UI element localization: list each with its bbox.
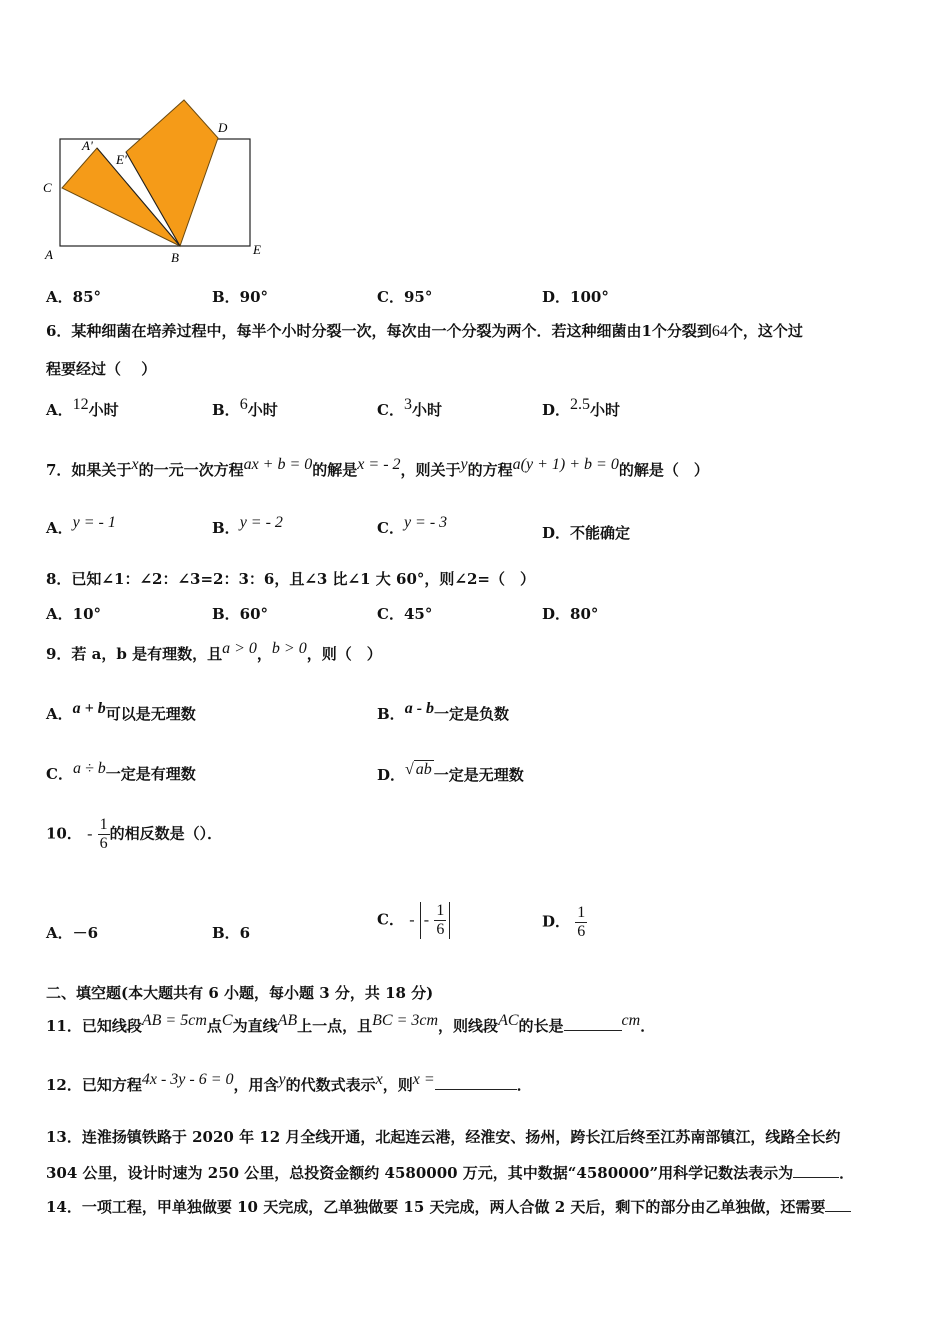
- sqrt-radicand: ab: [415, 761, 432, 778]
- option-value: 12: [72, 396, 89, 413]
- q10-label: 10．: [46, 824, 82, 843]
- denominator: 6: [436, 921, 445, 938]
- q7-option-b[interactable]: [212, 514, 283, 538]
- q6-stem-cont: 程要经过（ ）: [46, 360, 157, 378]
- q8-option-d[interactable]: D．80°: [542, 605, 599, 623]
- q12-lhs: x =: [412, 1071, 435, 1088]
- option-label: C．: [377, 910, 404, 929]
- q9-stem: [46, 640, 382, 664]
- q12-text: ，则: [382, 1076, 413, 1094]
- q10-text: 的相反数是（）．: [109, 824, 223, 843]
- q7-text: 的解是（ ）: [618, 461, 709, 479]
- q7-equation-1: ax + b = 0: [243, 456, 313, 473]
- q7-text: 的一元一次方程: [138, 461, 244, 479]
- option-unit: 小时: [590, 401, 621, 419]
- option-text: 一定是无理数: [433, 766, 524, 784]
- q14-line-1: [46, 1196, 851, 1217]
- q7-text: 7．如果关于: [46, 461, 132, 479]
- option-label: A．: [46, 401, 73, 419]
- q12-text: ．: [516, 1076, 532, 1094]
- q8-stem: 8．已知∠1：∠2：∠3=2：3：6，且∠3 比∠1 大 60°，则∠2=（ ）: [46, 570, 535, 588]
- q12-text: 的代数式表示: [285, 1076, 376, 1094]
- label-a-prime: A': [82, 138, 93, 153]
- q11-text: 上一点，且: [297, 1017, 373, 1035]
- q12-stem: [46, 1071, 532, 1095]
- q11-line-ab: AB: [277, 1012, 298, 1029]
- label-e: E: [253, 242, 261, 257]
- q5-option-a[interactable]: A．85°: [46, 288, 102, 306]
- q9-text: ，则（ ）: [306, 645, 382, 663]
- q7-option-a[interactable]: [46, 514, 116, 538]
- q6-count: 64: [711, 323, 728, 340]
- numerator: 1: [436, 902, 445, 919]
- option-expression: a - b: [404, 700, 435, 717]
- q13-line-2: [46, 1162, 854, 1183]
- section-2-title: 二、填空题(本大题共有 6 小题，每小题 3 分，共 18 分): [46, 984, 434, 1002]
- label-c: C: [43, 180, 52, 195]
- q10-option-d[interactable]: [542, 904, 587, 941]
- negative-sign: -: [409, 911, 415, 929]
- q6-option-a[interactable]: [46, 396, 119, 420]
- negative-sign: -: [423, 911, 430, 929]
- q6-stem: [46, 320, 803, 341]
- q10-option-a[interactable]: A．－6: [46, 924, 99, 942]
- q11-answer-blank[interactable]: [564, 1030, 622, 1031]
- q7-text: 的解是: [312, 461, 358, 479]
- option-label: A．: [46, 519, 73, 537]
- q6-text-1: 6．某种细菌在培养过程中，每半个小时分裂一次，每次由一个分裂为两个．若这种细菌由1个分裂到: [46, 322, 712, 340]
- option-text: 可以是无理数: [105, 705, 196, 723]
- q11-expr-ab: AB = 5cm: [141, 1012, 207, 1029]
- q11-segment-ac: AC: [498, 1012, 519, 1029]
- q10-negative-sign: -: [87, 825, 93, 843]
- absolute-value: [420, 902, 451, 939]
- label-e-prime: E': [116, 152, 127, 167]
- q11-text: ，则线段: [438, 1017, 499, 1035]
- q9-option-c[interactable]: [46, 760, 196, 784]
- q6-option-b[interactable]: [212, 396, 278, 420]
- q7-stem: [46, 456, 709, 480]
- q5-option-c[interactable]: C．95°: [377, 288, 433, 306]
- q7-solution: x = - 2: [357, 456, 401, 473]
- q9-text: 9．若 a，b 是有理数，且: [46, 645, 223, 663]
- option-expression: a + b: [72, 700, 106, 717]
- q11-stem: [46, 1012, 655, 1036]
- numerator: 1: [577, 904, 586, 921]
- q13-text: ．: [839, 1164, 855, 1182]
- option-label: D．: [377, 766, 406, 784]
- q11-text: 的长是: [518, 1017, 564, 1035]
- label-b: B: [171, 250, 179, 265]
- q6-option-d[interactable]: [542, 396, 620, 420]
- q11-point-c: C: [221, 1012, 233, 1029]
- q12-equation: 4x - 3y - 6 = 0: [141, 1071, 234, 1088]
- q8-option-b[interactable]: B．60°: [212, 605, 269, 623]
- q10-fraction: [98, 816, 110, 853]
- q13-line-1: 13．连淮扬镇铁路于 2020 年 12 月全线开通，北起连云港，经淮安、扬州，跨长江后终至江苏南部镇江，线路全长约: [46, 1128, 841, 1146]
- option-label: C．: [377, 519, 404, 537]
- q12-var-y: y: [278, 1071, 286, 1088]
- q7-option-d[interactable]: D．不能确定: [542, 524, 631, 542]
- option-value: y = - 1: [72, 514, 116, 531]
- option-value: 2.5: [570, 396, 591, 413]
- q5-option-b[interactable]: B．90°: [212, 288, 269, 306]
- option-expression: √ ab: [405, 761, 432, 778]
- q11-unit: cm: [621, 1012, 641, 1029]
- q7-option-c[interactable]: [377, 514, 447, 538]
- q11-text: 11．已知线段: [46, 1017, 142, 1035]
- q12-text: ，用含: [233, 1076, 279, 1094]
- geometry-figure: [40, 92, 280, 272]
- fraction: [434, 902, 446, 939]
- q14-answer-blank[interactable]: [825, 1211, 851, 1212]
- q9-condition-a: a > 0: [222, 640, 257, 657]
- option-label: B．: [212, 519, 240, 537]
- q5-option-d[interactable]: D．100°: [542, 288, 609, 306]
- option-value: y = - 2: [239, 514, 283, 531]
- option-unit: 小时: [88, 401, 119, 419]
- option-unit: 小时: [411, 401, 442, 419]
- q10-stem: [46, 816, 222, 853]
- option-value: 6: [239, 396, 248, 413]
- option-label: C．: [46, 765, 73, 783]
- q6-text-2: 个，这个过: [727, 322, 803, 340]
- label-d: D: [218, 120, 228, 135]
- q9-separator: ，: [256, 645, 272, 663]
- option-label: C．: [377, 401, 404, 419]
- option-text: 一定是负数: [434, 705, 510, 723]
- label-a: A: [45, 247, 53, 262]
- q13-text: 304 公里，设计时速为 250 公里，总投资金额约 4580000 万元，其中数据“4580000”用科学记数法表示为: [46, 1164, 794, 1182]
- q12-var-x: x: [375, 1071, 383, 1088]
- q11-text: ．: [640, 1017, 656, 1035]
- q9-condition-b: b > 0: [271, 640, 307, 657]
- option-label: D．: [542, 401, 571, 419]
- q7-var-y: y: [460, 456, 468, 473]
- q10-option-c[interactable]: [377, 902, 450, 939]
- fraction: [575, 904, 587, 941]
- option-label: D．: [542, 912, 571, 931]
- q10-option-b[interactable]: B．6: [212, 924, 251, 942]
- q8-option-a[interactable]: A．10°: [46, 605, 102, 623]
- option-label: B．: [212, 401, 240, 419]
- q11-text: 为直线: [232, 1017, 278, 1035]
- denominator: 6: [99, 835, 108, 852]
- option-expression: a ÷ b: [72, 760, 106, 777]
- q6-option-c[interactable]: [377, 396, 442, 420]
- denominator: 6: [577, 923, 586, 940]
- q9-option-d[interactable]: [377, 760, 524, 785]
- option-value: y = - 3: [403, 514, 448, 531]
- option-unit: 小时: [247, 401, 278, 419]
- q7-equation-2: a(y + 1) + b = 0: [512, 456, 619, 473]
- numerator: 1: [99, 816, 108, 833]
- option-text: 一定是有理数: [105, 765, 196, 783]
- q9-option-b[interactable]: [377, 700, 509, 724]
- q11-text: 点: [206, 1017, 222, 1035]
- q7-var-x: x: [131, 456, 139, 473]
- q11-expr-bc: BC = 3cm: [372, 1012, 439, 1029]
- q8-option-c[interactable]: C．45°: [377, 605, 433, 623]
- option-label: B．: [377, 705, 405, 723]
- option-label: A．: [46, 705, 73, 723]
- q14-text: 14．一项工程，甲单独做要 10 天完成，乙单独做要 15 天完成，两人合做 2 天后，剩下的部分由乙单独做，还需要: [46, 1198, 826, 1216]
- q9-option-a[interactable]: [46, 700, 196, 724]
- q7-text: 的方程: [467, 461, 513, 479]
- option-value: 3: [403, 396, 412, 413]
- q7-text: ，则关于: [400, 461, 461, 479]
- q13-answer-blank[interactable]: [793, 1177, 839, 1178]
- q12-text: 12．已知方程: [46, 1076, 142, 1094]
- q12-answer-blank[interactable]: [435, 1089, 517, 1090]
